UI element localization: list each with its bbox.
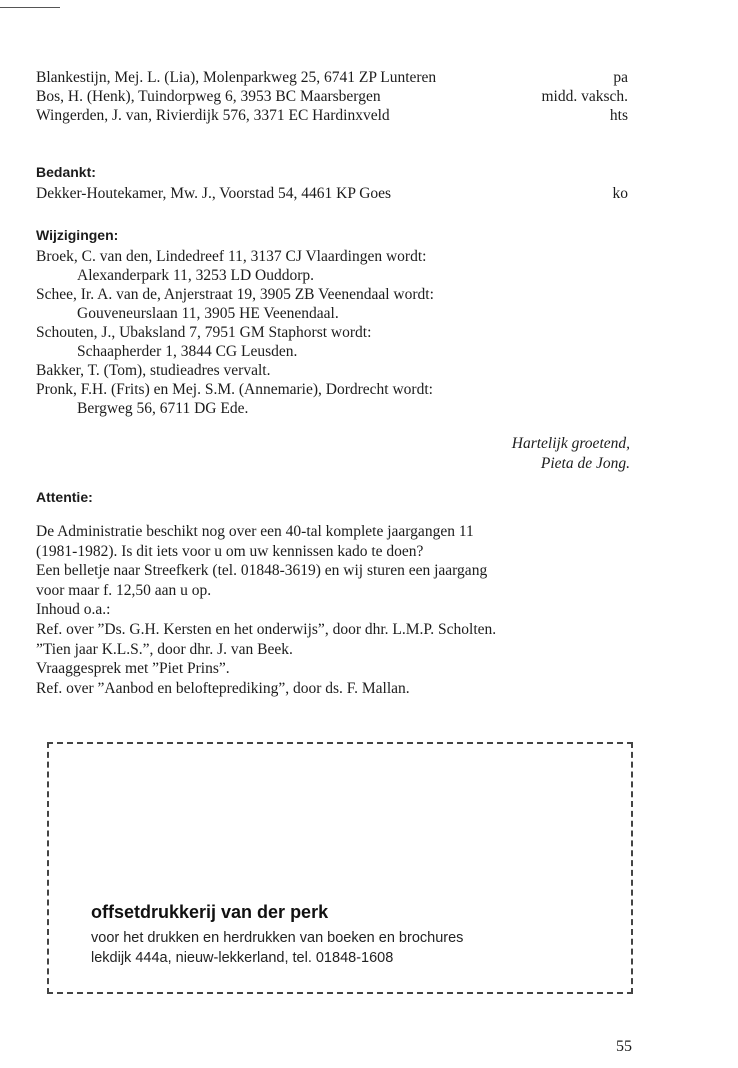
- attentie-line: Vraaggesprek met ”Piet Prins”.: [36, 660, 230, 678]
- advertisement-box: [47, 742, 633, 994]
- member-address: Blankestijn, Mej. L. (Lia), Molenparkweg 25, 6741 ZP Lunteren: [36, 69, 437, 86]
- member-address: Bos, H. (Henk), Tuindorpweg 6, 3953 BC Maarsbergen: [36, 88, 381, 105]
- greeting: [512, 434, 630, 474]
- new-members-list: [36, 68, 630, 125]
- member-code: pa: [613, 69, 628, 86]
- bedankt-heading: Bedankt:: [36, 164, 96, 180]
- attentie-line: Ref. over ”Aanbod en belofteprediking”, door ds. F. Mallan.: [36, 679, 410, 697]
- attentie-line: ”Tien jaar K.L.S.”, door dhr. J. van Beek.: [36, 640, 293, 658]
- attentie-heading: Attentie:: [36, 489, 93, 505]
- wijzigingen-heading: Wijzigingen:: [36, 227, 119, 243]
- member-code: midd. vaksch.: [541, 88, 628, 105]
- attentie-line: voor maar f. 12,50 aan u op.: [36, 581, 212, 599]
- advertisement-tagline: voor het drukken en herdrukken van boeken en brochures: [91, 930, 464, 946]
- greeting-line: Hartelijk groetend,: [511, 435, 630, 452]
- member-row: [36, 68, 630, 87]
- bedankt-section: [36, 163, 630, 203]
- attentie-line: Inhoud o.a.:: [36, 601, 111, 619]
- attentie-line: Een belletje naar Streefkerk (tel. 01848-3619) en wij sturen een jaargang: [36, 562, 488, 580]
- attentie-line: (1981-1982). Is dit iets voor u om uw kennissen kado te doen?: [36, 542, 424, 560]
- member-address: Wingerden, J. van, Rivierdijk 576, 3371 EC Hardinxveld: [36, 107, 390, 124]
- change-line: Schee, Ir. A. van de, Anjerstraat 19, 3905 ZB Veenendaal wordt:: [36, 286, 434, 303]
- change-line: Schouten, J., Ubaksland 7, 7951 GM Staphorst wordt:: [36, 324, 372, 341]
- bedankt-row: [36, 184, 630, 203]
- attentie-section: [36, 488, 630, 698]
- change-line: Bakker, T. (Tom), studieadres vervalt.: [36, 362, 271, 379]
- member-row: [36, 87, 630, 106]
- member-code: hts: [609, 107, 628, 124]
- wijzigingen-section: [36, 226, 630, 418]
- attentie-line: Ref. over ”Ds. G.H. Kersten en het onderwijs”, door dhr. L.M.P. Scholten.: [36, 620, 497, 638]
- top-rule: [0, 7, 60, 8]
- change-line-new-address: Bergweg 56, 6711 DG Ede.: [77, 400, 249, 417]
- bedankt-address: Dekker-Houtekamer, Mw. J., Voorstad 54, 4461 KP Goes: [36, 185, 392, 202]
- change-line: Pronk, F.H. (Frits) en Mej. S.M. (Annemarie), Dordrecht wordt:: [36, 381, 433, 398]
- advertisement-address: lekdijk 444a, nieuw-lekkerland, tel. 01848-1608: [91, 950, 394, 966]
- attentie-line: De Administratie beschikt nog over een 40-tal komplete jaargangen 11: [36, 523, 474, 540]
- change-line-new-address: Schaapherder 1, 3844 CG Leusden.: [77, 343, 298, 360]
- change-line: Broek, C. van den, Lindedreef 11, 3137 CJ Vlaardingen wordt:: [36, 248, 427, 265]
- change-line-new-address: Gouveneurslaan 11, 3905 HE Veenendaal.: [77, 305, 339, 322]
- bedankt-code: ko: [612, 185, 628, 202]
- change-line-new-address: Alexanderpark 11, 3253 LD Ouddorp.: [77, 267, 315, 284]
- member-row: [36, 106, 630, 125]
- signature-name: Pieta de Jong.: [540, 455, 630, 472]
- advertisement-title: offsetdrukkerij van der perk: [91, 902, 329, 922]
- page-number: 55: [616, 1038, 632, 1055]
